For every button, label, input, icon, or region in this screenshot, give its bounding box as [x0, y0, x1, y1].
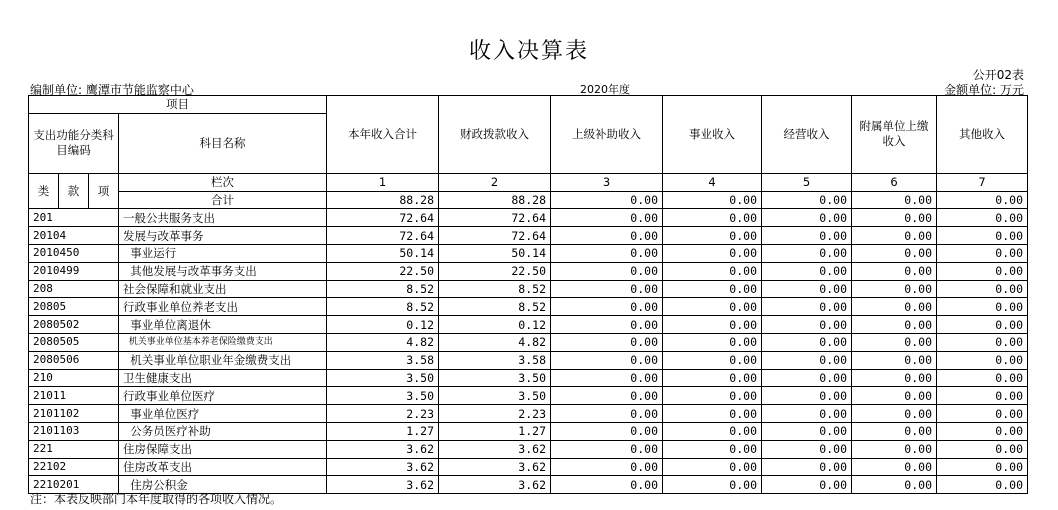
row-name: 行政事业单位养老支出 — [119, 298, 327, 316]
row-value: 0.00 — [852, 333, 937, 351]
table-row — [29, 387, 1028, 405]
row-value: 0.00 — [762, 422, 852, 440]
row-value: 0.00 — [937, 387, 1028, 405]
row-code: 210 — [29, 369, 119, 387]
total-label: 合计 — [119, 191, 327, 209]
row-value: 0.00 — [663, 440, 762, 458]
row-name: 一般公共服务支出 — [119, 209, 327, 227]
row-value: 0.00 — [852, 422, 937, 440]
row-value: 0.00 — [663, 422, 762, 440]
row-value: 72.64 — [439, 227, 551, 245]
row-value: 3.50 — [439, 369, 551, 387]
row-code: 20104 — [29, 227, 119, 245]
row-name: 行政事业单位医疗 — [119, 387, 327, 405]
row-value: 0.00 — [663, 405, 762, 423]
header-row-1 — [29, 96, 1028, 114]
row-value: 0.00 — [762, 262, 852, 280]
table-row — [29, 316, 1028, 334]
table-row — [29, 422, 1028, 440]
row-code: 22102 — [29, 458, 119, 476]
row-value: 0.00 — [852, 369, 937, 387]
col-num-5: 5 — [762, 173, 852, 191]
col-num-6: 6 — [852, 173, 937, 191]
row-code: 208 — [29, 280, 119, 298]
row-value: 0.00 — [663, 476, 762, 494]
col-num-1: 1 — [327, 173, 439, 191]
row-code: 2010450 — [29, 244, 119, 262]
header-col-1: 本年收入合计 — [327, 96, 439, 174]
total-value: 88.28 — [439, 191, 551, 209]
row-value: 0.00 — [551, 369, 663, 387]
row-value: 3.62 — [439, 440, 551, 458]
table-row — [29, 227, 1028, 245]
row-value: 3.62 — [327, 476, 439, 494]
table-row — [29, 405, 1028, 423]
header-item: 项目 — [29, 96, 327, 114]
row-value: 0.00 — [551, 333, 663, 351]
row-name: 住房改革支出 — [119, 458, 327, 476]
row-value: 4.82 — [327, 333, 439, 351]
row-value: 1.27 — [439, 422, 551, 440]
header-lanci: 栏次 — [119, 173, 327, 191]
row-code: 221 — [29, 440, 119, 458]
row-value: 0.00 — [663, 209, 762, 227]
row-value: 0.00 — [663, 387, 762, 405]
row-name: 事业运行 — [119, 244, 327, 262]
row-value: 0.00 — [762, 476, 852, 494]
row-value: 22.50 — [327, 262, 439, 280]
row-name: 卫生健康支出 — [119, 369, 327, 387]
row-value: 3.62 — [439, 458, 551, 476]
row-value: 0.00 — [551, 244, 663, 262]
row-value: 0.00 — [937, 262, 1028, 280]
row-value: 72.64 — [327, 209, 439, 227]
row-name: 机关事业单位基本养老保险缴费支出 — [119, 333, 327, 351]
row-code: 2080506 — [29, 351, 119, 369]
row-value: 0.00 — [762, 209, 852, 227]
row-name: 公务员医疗补助 — [119, 422, 327, 440]
total-value: 0.00 — [762, 191, 852, 209]
total-value: 0.00 — [937, 191, 1028, 209]
row-value: 3.58 — [439, 351, 551, 369]
row-code: 2080502 — [29, 316, 119, 334]
header-row-3 — [29, 173, 1028, 191]
row-value: 0.00 — [663, 280, 762, 298]
header-subject-name: 科目名称 — [119, 113, 327, 173]
income-table — [28, 95, 1028, 494]
row-value: 0.00 — [937, 458, 1028, 476]
row-value: 0.00 — [852, 476, 937, 494]
row-value: 0.00 — [852, 351, 937, 369]
row-code: 2101102 — [29, 405, 119, 423]
header-col-3: 上级补助收入 — [551, 96, 663, 174]
row-value: 0.00 — [762, 227, 852, 245]
page-title: 收入决算表 — [468, 39, 589, 64]
row-value: 2.23 — [327, 405, 439, 423]
row-name: 机关事业单位职业年金缴费支出 — [119, 351, 327, 369]
row-value: 3.50 — [327, 369, 439, 387]
row-value: 0.00 — [937, 333, 1028, 351]
row-code: 2210201 — [29, 476, 119, 494]
row-value: 1.27 — [327, 422, 439, 440]
row-value: 8.52 — [327, 280, 439, 298]
row-code: 2080505 — [29, 333, 119, 351]
row-value: 0.00 — [937, 422, 1028, 440]
row-value: 0.00 — [852, 298, 937, 316]
fiscal-year: 2020年度 — [580, 83, 630, 96]
header-col-5: 经营收入 — [762, 96, 852, 174]
row-name: 住房保障支出 — [119, 440, 327, 458]
header-col-7: 其他收入 — [937, 96, 1028, 174]
row-value: 0.00 — [551, 476, 663, 494]
table-row — [29, 333, 1028, 351]
row-value: 0.00 — [852, 209, 937, 227]
col-num-4: 4 — [663, 173, 762, 191]
row-value: 0.00 — [937, 476, 1028, 494]
row-value: 0.00 — [551, 351, 663, 369]
row-value: 0.00 — [663, 298, 762, 316]
row-name: 其他发展与改革事务支出 — [119, 262, 327, 280]
table-row — [29, 280, 1028, 298]
table-row — [29, 298, 1028, 316]
row-value: 0.00 — [852, 316, 937, 334]
row-value: 4.82 — [439, 333, 551, 351]
row-value: 0.00 — [762, 298, 852, 316]
row-value: 0.00 — [762, 316, 852, 334]
row-value: 3.50 — [439, 387, 551, 405]
row-value: 0.00 — [937, 227, 1028, 245]
header-func-code: 支出功能分类科目编码 — [29, 113, 119, 173]
row-code: 20805 — [29, 298, 119, 316]
row-value: 0.00 — [937, 209, 1028, 227]
row-value: 0.00 — [551, 227, 663, 245]
row-value: 0.00 — [937, 316, 1028, 334]
total-value: 0.00 — [551, 191, 663, 209]
row-value: 2.23 — [439, 405, 551, 423]
row-value: 0.00 — [551, 440, 663, 458]
row-value: 0.00 — [937, 351, 1028, 369]
row-value: 0.00 — [937, 244, 1028, 262]
table-row — [29, 209, 1028, 227]
total-value: 0.00 — [852, 191, 937, 209]
row-value: 0.00 — [663, 333, 762, 351]
row-value: 0.00 — [852, 440, 937, 458]
row-value: 8.52 — [327, 298, 439, 316]
col-num-3: 3 — [551, 173, 663, 191]
header-lei: 类 — [29, 173, 59, 209]
amount-unit: 金额单位: 万元 — [944, 83, 1024, 97]
row-value: 0.00 — [762, 351, 852, 369]
row-value: 3.62 — [439, 476, 551, 494]
row-code: 21011 — [29, 387, 119, 405]
row-value: 0.00 — [663, 316, 762, 334]
row-value: 0.00 — [663, 244, 762, 262]
row-value: 0.00 — [551, 422, 663, 440]
row-value: 0.00 — [551, 458, 663, 476]
header-xiang: 项 — [89, 173, 119, 209]
row-name: 住房公积金 — [119, 476, 327, 494]
row-value: 0.00 — [937, 405, 1028, 423]
row-value: 0.00 — [762, 458, 852, 476]
row-value: 0.00 — [762, 369, 852, 387]
row-value: 0.00 — [551, 298, 663, 316]
row-value: 0.00 — [852, 387, 937, 405]
row-value: 3.58 — [327, 351, 439, 369]
header-kuan: 款 — [59, 173, 89, 209]
header-col-2: 财政拨款收入 — [439, 96, 551, 174]
row-value: 8.52 — [439, 298, 551, 316]
row-code: 2010499 — [29, 262, 119, 280]
row-value: 0.12 — [439, 316, 551, 334]
row-value: 0.00 — [762, 440, 852, 458]
row-value: 50.14 — [439, 244, 551, 262]
row-value: 0.00 — [937, 440, 1028, 458]
table-row — [29, 458, 1028, 476]
row-name: 社会保障和就业支出 — [119, 280, 327, 298]
total-row — [29, 191, 1028, 209]
row-value: 0.00 — [937, 280, 1028, 298]
row-value: 0.00 — [663, 369, 762, 387]
row-value: 0.00 — [551, 387, 663, 405]
row-value: 0.12 — [327, 316, 439, 334]
row-value: 0.00 — [937, 369, 1028, 387]
row-value: 50.14 — [327, 244, 439, 262]
row-code: 2101103 — [29, 422, 119, 440]
row-value: 0.00 — [852, 458, 937, 476]
row-value: 0.00 — [663, 351, 762, 369]
row-value: 0.00 — [762, 244, 852, 262]
row-value: 0.00 — [762, 333, 852, 351]
row-value: 0.00 — [663, 262, 762, 280]
row-value: 0.00 — [852, 262, 937, 280]
row-value: 0.00 — [762, 280, 852, 298]
col-num-2: 2 — [439, 173, 551, 191]
row-name: 事业单位医疗 — [119, 405, 327, 423]
row-value: 0.00 — [663, 458, 762, 476]
form-number: 公开02表 — [972, 68, 1024, 82]
col-num-7: 7 — [937, 173, 1028, 191]
row-value: 0.00 — [551, 209, 663, 227]
row-value: 0.00 — [762, 405, 852, 423]
row-code: 201 — [29, 209, 119, 227]
footnote: 注：本表反映部门本年度取得的各项收入情况。 — [30, 492, 283, 506]
row-value: 0.00 — [852, 405, 937, 423]
row-value: 72.64 — [327, 227, 439, 245]
row-value: 3.62 — [327, 458, 439, 476]
header-col-6: 附属单位上缴收入 — [852, 96, 937, 174]
row-value: 22.50 — [439, 262, 551, 280]
table-row — [29, 369, 1028, 387]
table-row — [29, 440, 1028, 458]
row-value: 8.52 — [439, 280, 551, 298]
row-value: 0.00 — [663, 227, 762, 245]
row-value: 0.00 — [852, 227, 937, 245]
table-row — [29, 244, 1028, 262]
header-col-4: 事业收入 — [663, 96, 762, 174]
row-value: 72.64 — [439, 209, 551, 227]
row-name: 事业单位离退休 — [119, 316, 327, 334]
row-value: 0.00 — [762, 387, 852, 405]
row-value: 0.00 — [852, 280, 937, 298]
row-value: 0.00 — [852, 244, 937, 262]
table-row — [29, 262, 1028, 280]
row-value: 0.00 — [551, 316, 663, 334]
row-value: 0.00 — [551, 405, 663, 423]
total-value: 0.00 — [663, 191, 762, 209]
total-value: 88.28 — [327, 191, 439, 209]
row-value: 3.62 — [327, 440, 439, 458]
row-name: 发展与改革事务 — [119, 227, 327, 245]
org-label: 编制单位: 鹰潭市节能监察中心 — [30, 83, 194, 97]
row-value: 0.00 — [551, 280, 663, 298]
table-row — [29, 351, 1028, 369]
row-value: 0.00 — [551, 262, 663, 280]
row-value: 3.50 — [327, 387, 439, 405]
row-value: 0.00 — [937, 298, 1028, 316]
